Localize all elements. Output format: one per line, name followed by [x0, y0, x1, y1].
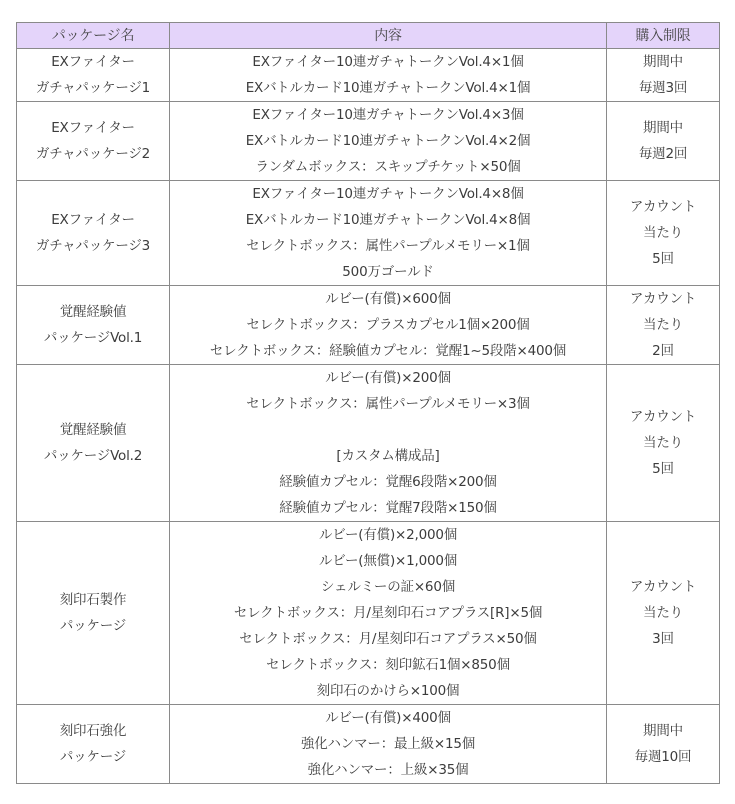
limit-cell: [607, 286, 720, 365]
package-name-cell: [17, 522, 170, 705]
limit-line: 毎週2回: [638, 146, 688, 162]
content-line: EXバトルカード10連ガチャトークンVol.4×1個: [245, 80, 531, 96]
package-name-cell: [17, 286, 170, 365]
content-cell: [170, 49, 607, 102]
limit-line: 当たり: [643, 605, 683, 621]
content-blank-line: [174, 417, 602, 443]
package-name-cell: [17, 181, 170, 286]
content-line: EXバトルカード10連ガチャトークンVol.4×8個: [245, 212, 531, 228]
content-line: EXバトルカード10連ガチャトークンVol.4×2個: [245, 133, 531, 149]
package-name-line: パッケージVol.1: [43, 330, 143, 346]
package-name-line: ガチャパッケージ2: [35, 146, 151, 162]
table-row: [17, 49, 720, 102]
limit-line: 5回: [652, 461, 674, 477]
limit-line: 当たり: [643, 435, 683, 451]
content-cell: [170, 705, 607, 784]
content-line: シェルミーの証×60個: [320, 579, 456, 595]
content-line: ルビー(有償)×600個: [325, 291, 451, 307]
table-row: [17, 286, 720, 365]
package-name-line: パッケージ: [59, 618, 127, 634]
limit-cell: [607, 705, 720, 784]
header-content: 内容: [170, 23, 607, 49]
limit-line: 2回: [652, 343, 674, 359]
package-name-line: パッケージVol.2: [43, 448, 143, 464]
header-purchase-limit: 購入制限: [607, 23, 720, 49]
package-name-cell: [17, 49, 170, 102]
package-name-line: EXファイター: [51, 120, 135, 136]
content-line: 500万ゴールド: [342, 264, 434, 280]
limit-line: アカウント: [629, 199, 697, 215]
limit-cell: [607, 102, 720, 181]
table-row: [17, 102, 720, 181]
content-line: EXファイター10連ガチャトークンVol.4×1個: [252, 54, 524, 70]
content-line: ルビー(無償)×1,000個: [318, 553, 458, 569]
table-row: [17, 181, 720, 286]
package-table: [16, 22, 720, 784]
limit-line: アカウント: [629, 291, 697, 307]
package-name-line: EXファイター: [51, 54, 135, 70]
content-line: セレクトボックス：属性パープルメモリー×1個: [246, 238, 530, 254]
limit-line: アカウント: [629, 579, 697, 595]
content-line: セレクトボックス：属性パープルメモリー×3個: [246, 396, 530, 412]
package-name-line: 刻印石製作: [59, 592, 127, 608]
limit-cell: [607, 522, 720, 705]
limit-line: 当たり: [643, 317, 683, 333]
limit-line: 期間中: [643, 723, 683, 739]
content-line: 強化ハンマー：上級×35個: [307, 762, 469, 778]
package-name-line: ガチャパッケージ3: [35, 238, 151, 254]
table-row: [17, 522, 720, 705]
content-line: 強化ハンマー：最上級×15個: [300, 736, 476, 752]
limit-line: 3回: [652, 631, 674, 647]
content-line: EXファイター10連ガチャトークンVol.4×8個: [252, 186, 524, 202]
content-line: セレクトボックス：月/星刻印石コアプラス×50個: [239, 631, 537, 647]
limit-line: 期間中: [643, 120, 683, 136]
content-line: ルビー(有償)×2,000個: [318, 527, 458, 543]
package-name-line: 覚醒経験値: [59, 422, 127, 438]
limit-line: 毎週3回: [638, 80, 688, 96]
limit-line: 期間中: [643, 54, 683, 70]
content-cell: [170, 181, 607, 286]
limit-cell: [607, 365, 720, 522]
content-line: ルビー(有償)×400個: [325, 710, 451, 726]
content-line: 刻印石のかけら×100個: [316, 683, 460, 699]
content-line: セレクトボックス：月/星刻印石コアプラス[R]×5個: [233, 605, 543, 621]
package-name-line: パッケージ: [59, 749, 127, 765]
package-name-line: 覚醒経験値: [59, 304, 127, 320]
limit-line: アカウント: [629, 409, 697, 425]
content-line: セレクトボックス：刻印鉱石1個×850個: [266, 657, 510, 673]
package-name-line: 刻印石強化: [59, 723, 127, 739]
package-name-cell: [17, 705, 170, 784]
content-cell: [170, 522, 607, 705]
limit-line: 毎週10回: [634, 749, 692, 765]
content-cell: [170, 286, 607, 365]
table-row: [17, 365, 720, 522]
content-line: 経験値カプセル：覚醒7段階×150個: [279, 500, 497, 516]
content-section-label: [カスタム構成品]: [336, 448, 440, 464]
content-line: セレクトボックス：プラスカプセル1個×200個: [246, 317, 530, 333]
limit-cell: [607, 49, 720, 102]
content-line: ランダムボックス：スキップチケット×50個: [255, 159, 521, 175]
table-row: [17, 705, 720, 784]
package-name-cell: [17, 102, 170, 181]
content-line: 経験値カプセル：覚醒6段階×200個: [279, 474, 497, 490]
content-cell: [170, 365, 607, 522]
limit-line: 5回: [652, 251, 674, 267]
table-header-row: [17, 23, 720, 49]
content-line: セレクトボックス：経験値カプセル：覚醒1~5段階×400個: [209, 343, 567, 359]
package-name-cell: [17, 365, 170, 522]
header-package-name: パッケージ名: [17, 23, 170, 49]
content-cell: [170, 102, 607, 181]
content-line: EXファイター10連ガチャトークンVol.4×3個: [252, 107, 524, 123]
limit-cell: [607, 181, 720, 286]
content-line: ルビー(有償)×200個: [325, 370, 451, 386]
package-name-line: ガチャパッケージ1: [35, 80, 151, 96]
package-name-line: EXファイター: [51, 212, 135, 228]
limit-line: 当たり: [643, 225, 683, 241]
